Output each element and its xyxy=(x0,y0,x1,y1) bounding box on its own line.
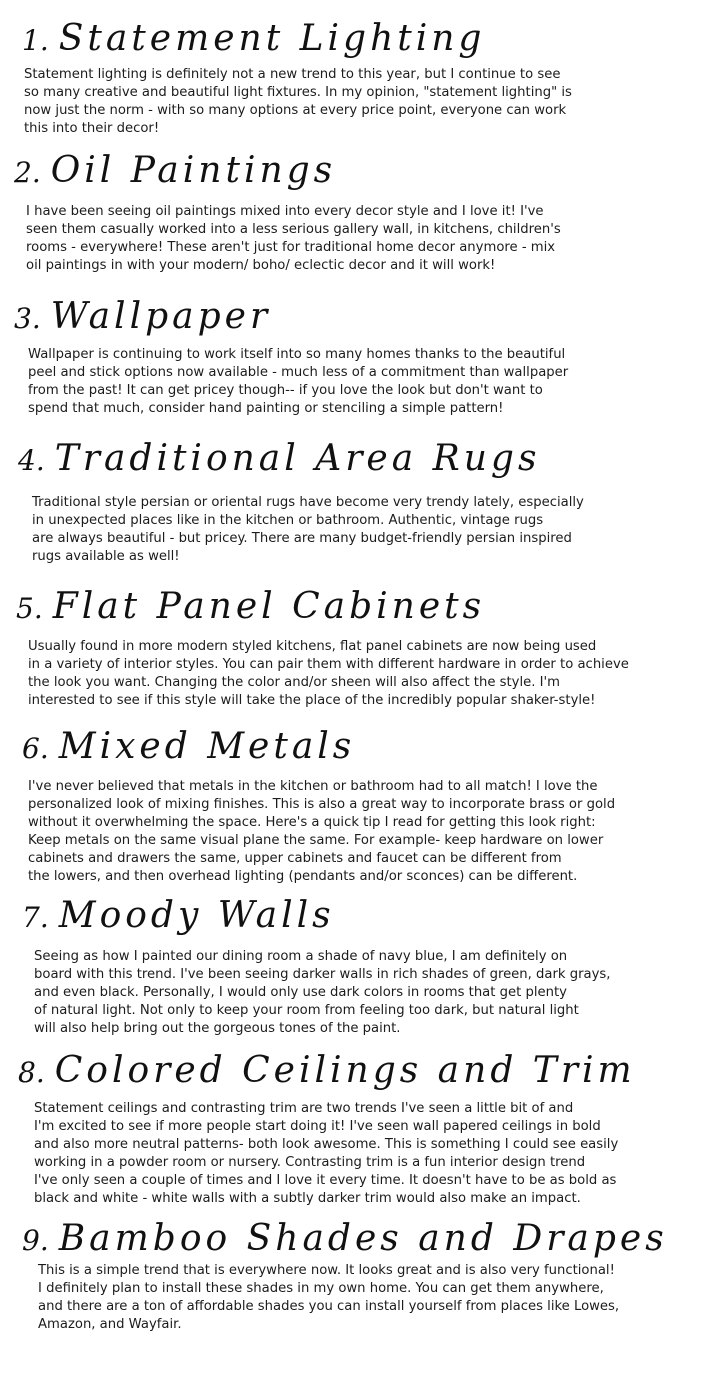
description-line: now just the norm - with so many options at every price point, everyone can work xyxy=(24,103,567,118)
description-line: and also more neutral patterns- both look awesome. This is something I could see easily xyxy=(34,1137,619,1152)
trend-title: Bamboo Shades and Drapes xyxy=(58,1218,668,1259)
trend-description xyxy=(28,778,615,886)
description-line: and even black. Personally, I would only use dark colors in rooms that get plenty xyxy=(34,985,567,1000)
trend-number: 5. xyxy=(16,592,43,625)
description-line: Keep metals on the same visual plane the same. For example- keep hardware on lower xyxy=(28,833,604,848)
description-line: I'm excited to see if more people start doing it! I've seen wall papered ceilings in bold xyxy=(34,1119,601,1134)
trend-description xyxy=(28,638,629,710)
trend-number: 7. xyxy=(22,901,49,934)
description-line: of natural light. Not only to keep your room from feeling too dark, but natural light xyxy=(34,1003,579,1018)
trend-heading xyxy=(16,586,485,627)
trend-title: Mixed Metals xyxy=(58,726,356,767)
description-line: spend that much, consider hand painting or stenciling a simple pattern! xyxy=(28,401,504,416)
trend-description xyxy=(38,1262,619,1334)
trend-heading xyxy=(22,895,335,936)
trend-number: 4. xyxy=(18,444,45,477)
description-line: Wallpaper is continuing to work itself into so many homes thanks to the beautiful xyxy=(28,347,566,362)
trend-title: Colored Ceilings and Trim xyxy=(54,1050,636,1091)
trend-title: Flat Panel Cabinets xyxy=(52,586,486,627)
trend-title: Wallpaper xyxy=(50,296,272,337)
description-line: from the past! It can get pricey though-- if you love the look but don't want to xyxy=(28,383,543,398)
trend-heading xyxy=(22,726,355,767)
description-line: This is a simple trend that is everywhere now. It looks great and is also very functional! xyxy=(38,1263,615,1278)
description-line: the look you want. Changing the color and/or sheen will also affect the style. I'm xyxy=(28,675,561,690)
trend-description xyxy=(26,203,561,275)
description-line: personalized look of mixing finishes. This is also a great way to incorporate brass or gold xyxy=(28,797,616,812)
description-line: black and white - white walls with a subtly darker trim would also make an impact. xyxy=(34,1191,581,1206)
trend-heading xyxy=(18,438,540,479)
description-line: Statement ceilings and contrasting trim are two trends I've seen a little bit of and xyxy=(34,1101,574,1116)
trend-description xyxy=(24,66,572,138)
description-line: and there are a ton of affordable shades you can install yourself from places like Lowes, xyxy=(38,1299,620,1314)
trend-number: 3. xyxy=(14,302,41,335)
description-line: working in a powder room or nursery. Contrasting trim is a fun interior design trend xyxy=(34,1155,586,1170)
description-line: Usually found in more modern styled kitchens, flat panel cabinets are now being used xyxy=(28,639,597,654)
description-line: are always beautiful - but pricey. There are many budget-friendly persian inspired xyxy=(32,531,572,546)
description-line: Statement lighting is definitely not a new trend to this year, but I continue to see xyxy=(24,67,561,82)
description-line: rooms - everywhere! These aren't just for traditional home decor anymore - mix xyxy=(26,240,556,255)
description-line: oil paintings in with your modern/ boho/ eclectic decor and it will work! xyxy=(26,258,496,273)
description-line: without it overwhelming the space. Here's a quick tip I read for getting this look right: xyxy=(28,815,596,830)
description-line: Traditional style persian or oriental rugs have become very trendy lately, especially xyxy=(32,495,584,510)
description-line: this into their decor! xyxy=(24,121,160,136)
description-line: board with this trend. I've been seeing darker walls in rich shades of green, dark grays, xyxy=(34,967,611,982)
description-line: I've only seen a couple of times and I love it every time. It doesn't have to be as bold as xyxy=(34,1173,617,1188)
description-line: seen them casually worked into a less serious gallery wall, in kitchens, children's xyxy=(26,222,561,237)
description-line: the lowers, and then overhead lighting (pendants and/or sconces) can be different. xyxy=(28,869,578,884)
trend-number: 8. xyxy=(18,1056,45,1089)
description-line: Seeing as how I painted our dining room a shade of navy blue, I am definitely on xyxy=(34,949,568,964)
description-line: cabinets and drawers the same, upper cabinets and faucet can be different from xyxy=(28,851,562,866)
description-line: peel and stick options now available - much less of a commitment than wallpaper xyxy=(28,365,569,380)
description-line: I have been seeing oil paintings mixed into every decor style and I love it! I've xyxy=(26,204,544,219)
description-line: Amazon, and Wayfair. xyxy=(38,1317,182,1332)
description-line: in unexpected places like in the kitchen or bathroom. Authentic, vintage rugs xyxy=(32,513,544,528)
description-line: I definitely plan to install these shades in my own home. You can get them anywhere, xyxy=(38,1281,604,1296)
trend-number: 2. xyxy=(14,156,41,189)
trend-number: 6. xyxy=(22,732,49,765)
trend-title: Statement Lighting xyxy=(58,18,486,59)
trend-description xyxy=(28,346,568,418)
trend-heading xyxy=(14,150,336,191)
trend-heading xyxy=(14,296,271,337)
trend-title: Traditional Area Rugs xyxy=(54,438,541,479)
description-line: will also help bring out the gorgeous tones of the paint. xyxy=(34,1021,401,1036)
trend-number: 1. xyxy=(22,24,49,57)
trend-number: 9. xyxy=(22,1224,49,1257)
description-line: rugs available as well! xyxy=(32,549,180,564)
trend-description xyxy=(34,948,610,1038)
trend-description xyxy=(32,494,584,566)
trend-title: Moody Walls xyxy=(58,895,335,936)
trend-heading xyxy=(22,18,485,59)
description-line: in a variety of interior styles. You can pair them with different hardware in order to achieve xyxy=(28,657,629,672)
trend-title: Oil Paintings xyxy=(50,150,337,191)
description-line: so many creative and beautiful light fixtures. In my opinion, "statement lighting" is xyxy=(24,85,572,100)
description-line: I've never believed that metals in the kitchen or bathroom had to all match! I love the xyxy=(28,779,598,794)
trend-heading xyxy=(22,1218,668,1259)
trend-heading xyxy=(18,1050,636,1091)
trend-description xyxy=(34,1100,618,1208)
description-line: interested to see if this style will take the place of the incredibly popular shaker-style! xyxy=(28,693,596,708)
